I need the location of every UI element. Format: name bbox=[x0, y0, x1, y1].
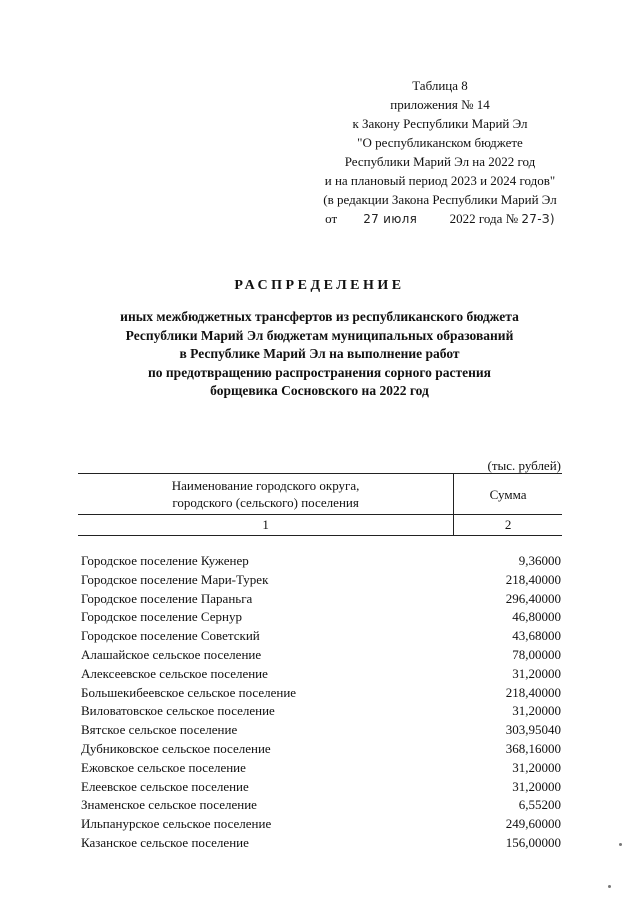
settlement-name: Вятское сельское поселение bbox=[81, 722, 238, 738]
subtitle-line: иных межбюджетных трансфертов из республиканского бюджета bbox=[120, 309, 519, 324]
settlement-sum: 31,20000 bbox=[512, 703, 561, 719]
column-number-1: 1 bbox=[78, 515, 454, 536]
table-row bbox=[78, 815, 562, 834]
settlement-sum: 31,20000 bbox=[512, 759, 561, 775]
law-reference: к Закону Республики Марий Эл bbox=[352, 116, 528, 131]
budget-title: "О республиканском бюджете bbox=[357, 135, 523, 150]
appendix-number: приложения № 14 bbox=[390, 97, 490, 112]
settlement-name: Большекибеевское сельское поселение bbox=[81, 684, 297, 700]
table-row bbox=[78, 759, 562, 778]
settlement-sum: 156,00000 bbox=[505, 834, 561, 850]
settlement-name: Ежовское сельское поселение bbox=[81, 759, 246, 775]
plan-period: и на плановый период 2023 и 2024 годов" bbox=[324, 173, 556, 188]
subtitle-line: в Республике Марий Эл на выполнение работ bbox=[179, 346, 460, 361]
edition-note: (в редакции Закона Республики Марий Эл bbox=[323, 192, 557, 207]
settlement-sum: 31,20000 bbox=[512, 778, 561, 794]
column-header-name: Наименование городского округа, городского (сельского) поселения bbox=[78, 474, 454, 515]
settlement-name: Городское поселение Советский bbox=[81, 628, 260, 644]
table-row bbox=[78, 665, 562, 684]
republic-year: Республики Марий Эл на 2022 год bbox=[344, 154, 536, 169]
subtitle-line: борщевика Сосновского на 2022 год bbox=[210, 383, 429, 398]
settlement-name: Казанское сельское поселение bbox=[81, 834, 249, 850]
settlement-sum: 31,20000 bbox=[512, 665, 561, 681]
date-prefix: от bbox=[325, 211, 338, 226]
table-row bbox=[78, 552, 562, 571]
subtitle-line: по предотвращению распространения сорного растения bbox=[148, 364, 491, 380]
distribution-table bbox=[78, 473, 562, 853]
document-title: РАСПРЕДЕЛЕНИЕ bbox=[234, 278, 405, 293]
document-subtitle bbox=[0, 308, 639, 401]
settlement-name: Виловатовское сельское поселение bbox=[81, 703, 275, 719]
handwritten-date: 27 июля bbox=[363, 212, 418, 226]
table-number: Таблица 8 bbox=[412, 78, 468, 93]
settlement-sum: 43,68000 bbox=[512, 628, 561, 644]
table-row bbox=[78, 571, 562, 590]
settlement-sum: 218,40000 bbox=[505, 684, 561, 700]
handwritten-number: 27-З) bbox=[521, 212, 555, 226]
settlement-sum: 218,40000 bbox=[505, 571, 561, 587]
table-row bbox=[78, 590, 562, 609]
column-number-row bbox=[78, 515, 562, 536]
settlement-sum: 296,40000 bbox=[505, 590, 561, 606]
table-row bbox=[78, 627, 562, 646]
settlement-name: Алашайское сельское поселение bbox=[81, 646, 262, 662]
settlement-name: Городское поселение Куженер bbox=[81, 553, 249, 568]
table-row bbox=[78, 796, 562, 815]
settlement-name: Городское поселение Мари-Турек bbox=[81, 571, 269, 587]
settlement-name: Ильпанурское сельское поселение bbox=[81, 816, 272, 832]
table-row bbox=[78, 608, 562, 627]
title-block bbox=[0, 278, 639, 401]
settlement-sum: 78,00000 bbox=[512, 646, 561, 662]
table-row bbox=[78, 702, 562, 721]
scan-speck bbox=[608, 885, 611, 888]
settlement-name: Елеевское сельское поселение bbox=[81, 778, 249, 794]
settlement-name: Дубниковское сельское поселение bbox=[81, 740, 271, 756]
column-header-sum: Сумма bbox=[454, 474, 562, 515]
column-number-2: 2 bbox=[454, 515, 562, 536]
appendix-header bbox=[300, 76, 580, 229]
settlement-sum: 303,95040 bbox=[505, 722, 561, 738]
subtitle-line: Республики Марий Эл бюджетам муниципальных образований bbox=[125, 327, 514, 343]
settlement-sum: 249,60000 bbox=[505, 816, 561, 832]
table-row bbox=[78, 646, 562, 665]
edition-date bbox=[300, 209, 580, 229]
table-row bbox=[78, 721, 562, 740]
settlement-name: Алексеевское сельское поселение bbox=[81, 665, 268, 681]
settlement-sum: 6,55200 bbox=[518, 797, 561, 813]
settlement-sum: 46,80000 bbox=[512, 609, 561, 625]
date-year: 2022 года № bbox=[449, 211, 519, 226]
settlement-sum: 368,16000 bbox=[505, 740, 561, 756]
table-row bbox=[78, 834, 562, 853]
settlement-name: Городское поселение Параньга bbox=[81, 590, 253, 606]
table-row bbox=[78, 778, 562, 797]
scan-speck bbox=[619, 843, 622, 846]
table-header-row bbox=[78, 474, 562, 515]
settlement-name: Городское поселение Сернур bbox=[81, 609, 242, 625]
units-label: (тыс. рублей) bbox=[487, 458, 561, 473]
table-row bbox=[78, 740, 562, 759]
settlement-sum: 9,36000 bbox=[518, 553, 561, 568]
settlement-name: Знаменское сельское поселение bbox=[81, 797, 257, 813]
table-row bbox=[78, 684, 562, 703]
table-body bbox=[78, 552, 562, 853]
